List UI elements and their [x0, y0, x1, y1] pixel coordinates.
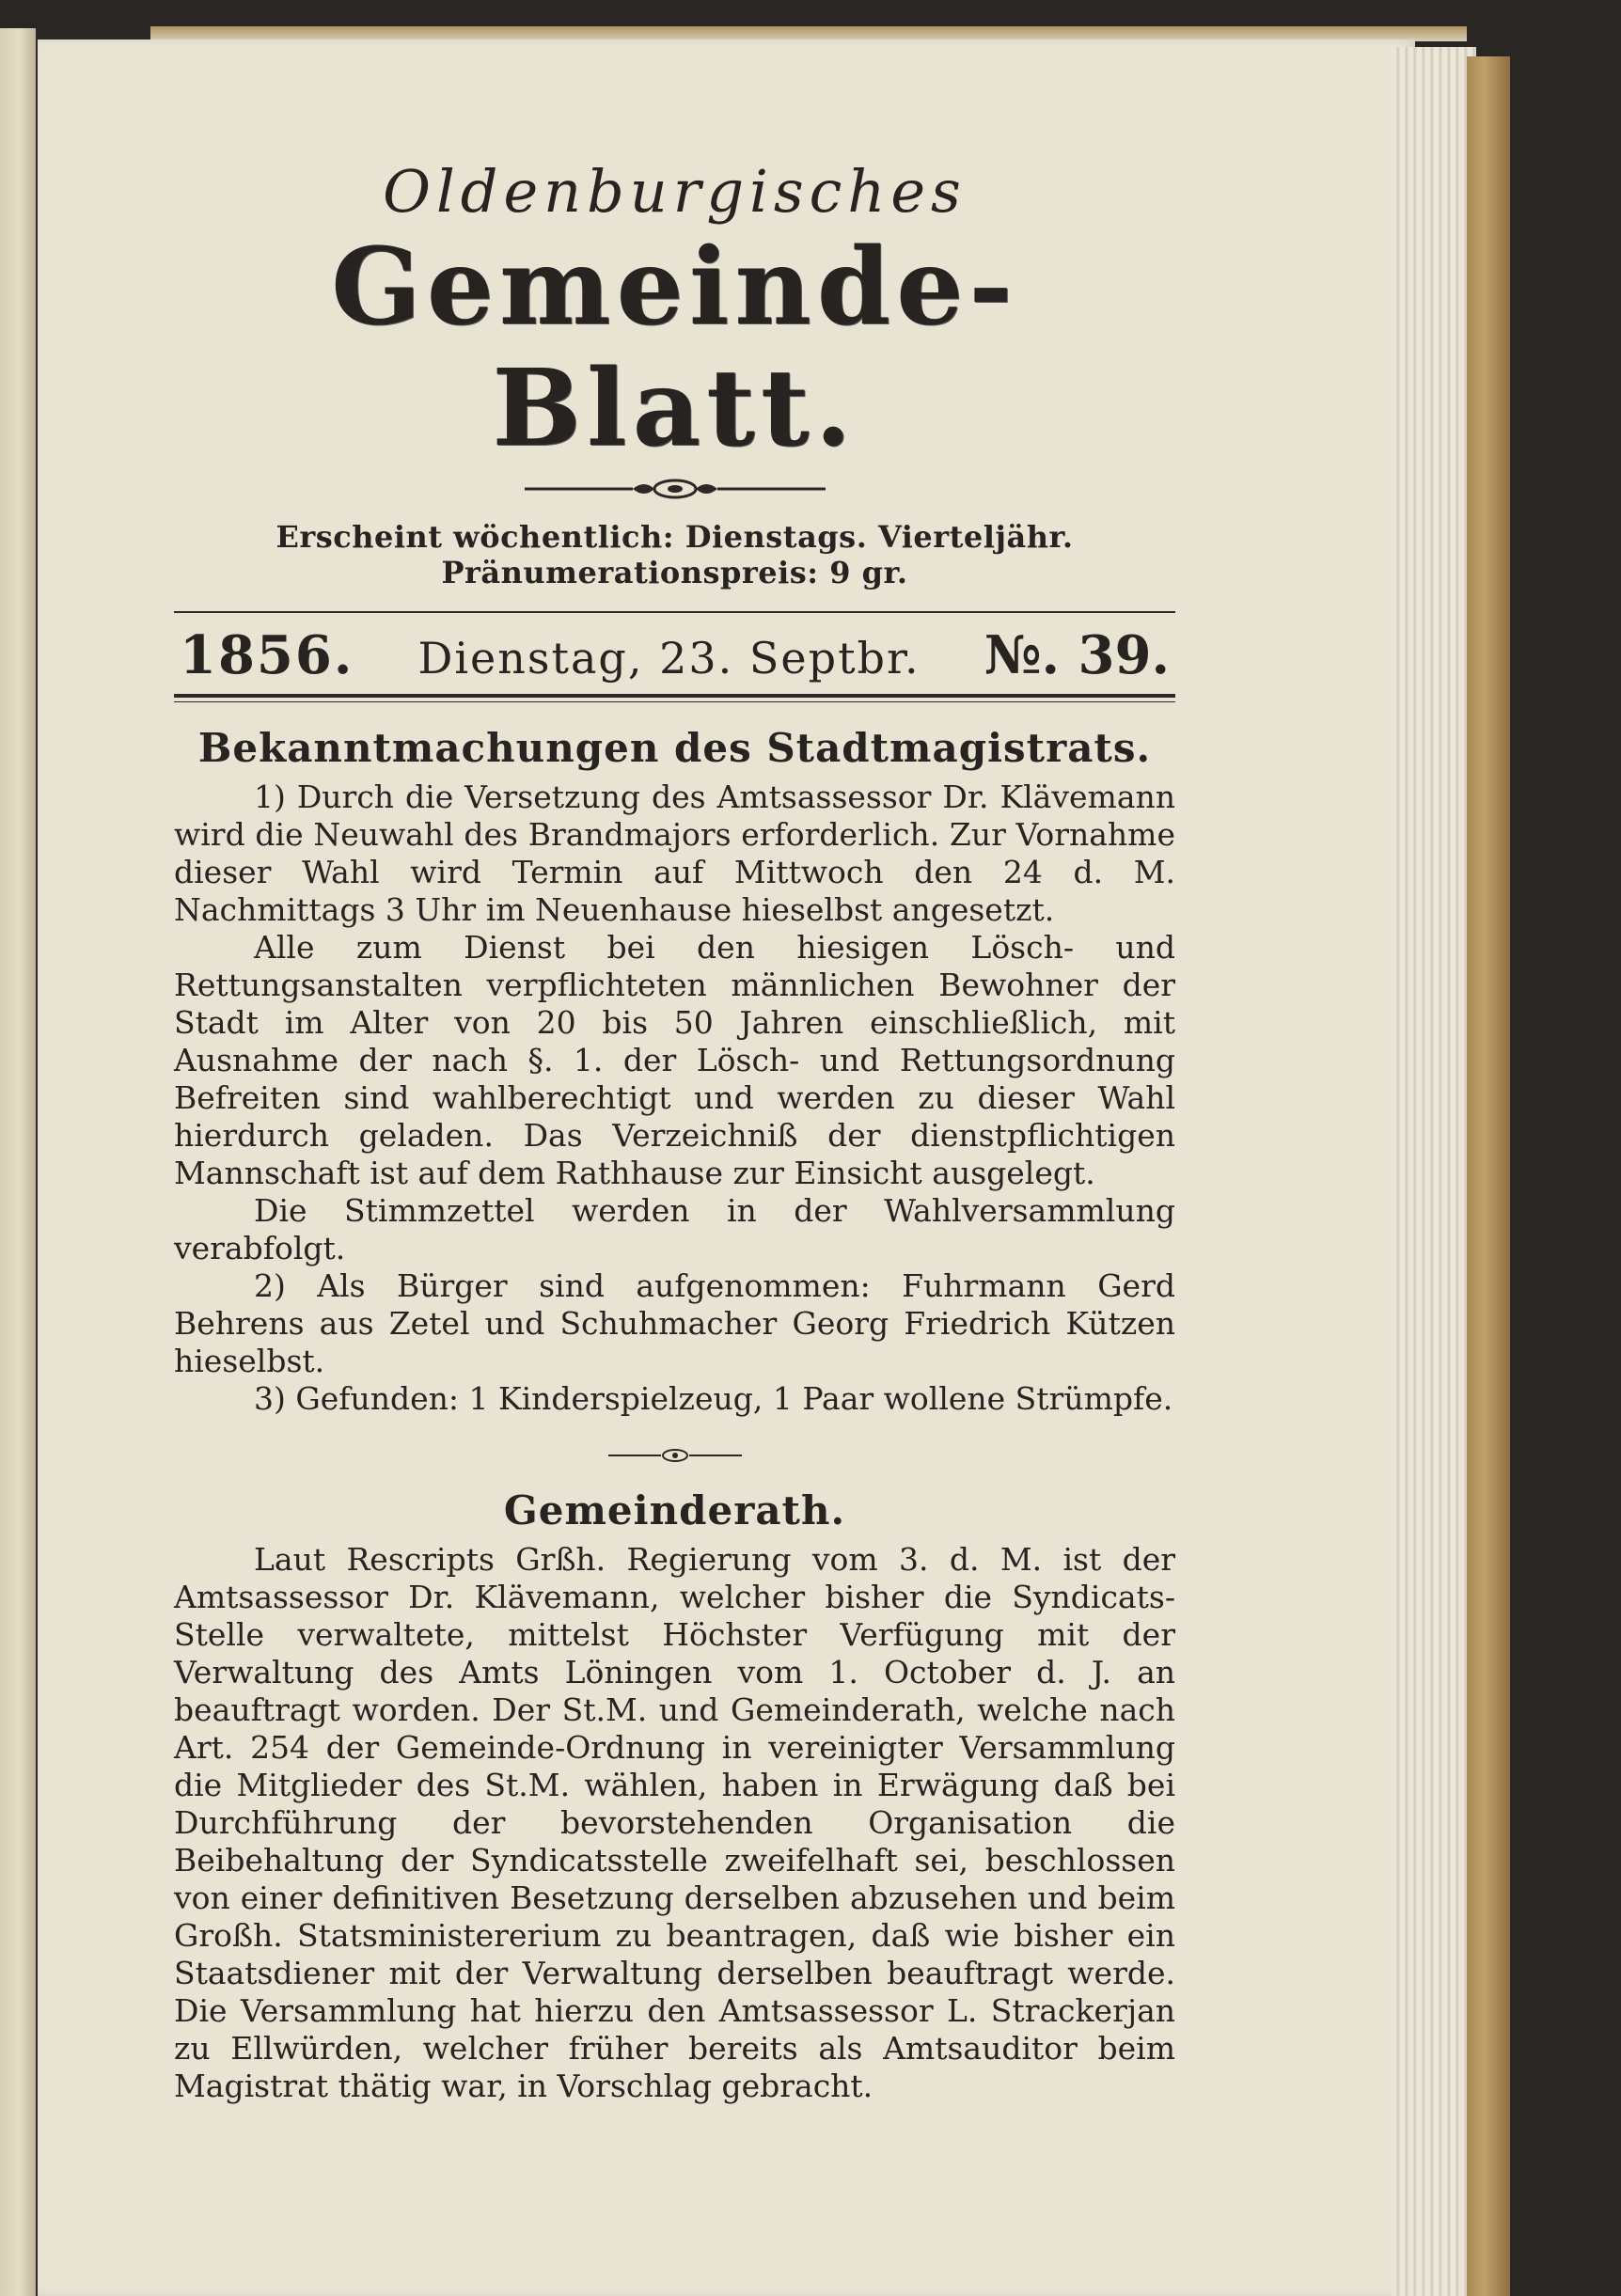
- divider-ornament-icon: [605, 1446, 746, 1465]
- paragraph: Die Stimmzettel werden in der Wahlversammlung verabfolgt.: [174, 1191, 1175, 1266]
- paragraph: 2) Als Bürger sind aufgenommen: Fuhrmann Gerd Behrens aus Zetel und Schuhmacher Georg Friedrich Kützen hieselbst.: [174, 1266, 1175, 1379]
- rule-top: [174, 611, 1175, 613]
- page-content: [174, 157, 1175, 2105]
- paragraph: Alle zum Dienst bei den hiesigen Lösch- und Rettungsanstalten verpflichteten männlichen Bewohner der Stadt im Alter von 20 bis 50 Jahren einschließlich, mit Ausnahme der nach §. 1. der Lösch- und Rettungsordnung Befreiten sind wahlberechtigt und werden zu dieser Wahl hierdurch geladen. Das Verzeichniß der dienstpflichtigen Mannschaft ist auf dem Rathhause zur Einsicht ausgelegt.: [174, 928, 1175, 1191]
- book-binding: [1467, 56, 1510, 2296]
- flourish-ornament-icon: [520, 476, 830, 502]
- paragraph: Laut Rescripts Grßh. Regierung vom 3. d. M. ist der Amtsassessor Dr. Klävemann, welcher bisher die Syndicats-Stelle verwaltete, mittelst Höchster Verfügung mit der Verwaltung des Amts Löningen vom 1. October d. J. an beauftragt worden. Der St.M. und Gemeinderath, welche nach Art. 254 der Gemeinde-Ordnung in vereinigter Versammlung die Mitglieder des St.M. wählen, haben in Erwägung daß bei Durchführung der bevorstehenden Organisation die Beibehaltung der Syndicatsstelle zweifelhaft sei, beschlossen von einer definitiven Besetzung derselben abzusehen und beim Großh. Statsministererium zu beantragen, daß wie bisher ein Staatsdiener mit der Verwaltung derselben beauftragt werde. Die Versammlung hat hierzu den Amtsassessor L. Strackerjan zu Ellwürden, welcher früher bereits als Amtsauditor beim Magistrat thätig war, in Vorschlag gebracht.: [174, 1540, 1175, 2104]
- masthead-title: Gemeinde-Blatt.: [331, 226, 1018, 470]
- paragraph: 1) Durch die Versetzung des Amtsassessor Dr. Klävemann wird die Neuwahl des Brandmajors erforderlich. Zur Vornahme dieser Wahl wird Termin auf Mittwoch den 24 d. M. Nachmittags 3 Uhr im Neuenhause hieselbst angesetzt.: [174, 778, 1175, 928]
- dateline: [174, 624, 1175, 686]
- publication-info: Erscheint wöchentlich: Dienstags. Vierteljähr. Pränumerationspreis: 9 gr.: [275, 518, 1074, 590]
- adjacent-page-edge: [0, 28, 36, 2296]
- section-title-gemeinderath: Gemeinderath.: [503, 1486, 846, 1533]
- section-title-magistrat: Bekanntmachungen des Stadtmagistrats.: [197, 724, 1152, 771]
- section-divider: [174, 1446, 1175, 1465]
- masthead-ornament: [174, 476, 1175, 502]
- issue-year: 1856.: [180, 623, 354, 686]
- paragraph: 3) Gefunden: 1 Kinderspielzeug, 1 Paar wollene Strümpfe.: [254, 1379, 1173, 1417]
- masthead-line1: Oldenburgisches: [383, 157, 967, 226]
- issue-number: №. 39.: [984, 623, 1170, 686]
- issue-date: Dienstag, 23. Septbr.: [417, 632, 921, 684]
- page-stack-edges: [1392, 47, 1476, 2296]
- rule-double: [174, 694, 1175, 702]
